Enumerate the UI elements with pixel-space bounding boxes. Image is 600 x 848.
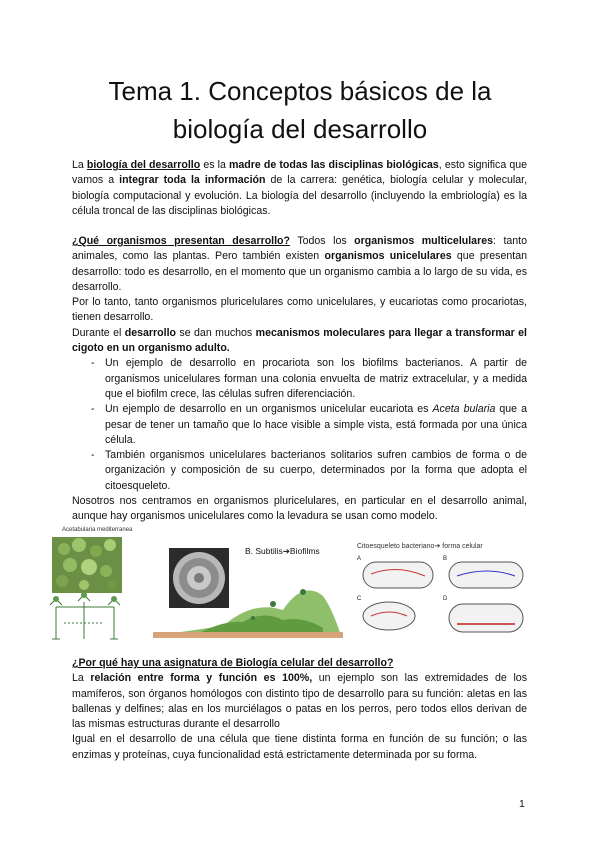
list-item: - Un ejemplo de desarrollo en un organismos unicelular eucariota es Aceta bularia que a pesar de tener un tamaño que lo hace visible a simple vista, está formada por una única célula.: [72, 402, 527, 448]
question-organisms: ¿Qué organismos presentan desarrollo?: [72, 235, 290, 247]
examples-list: [72, 356, 527, 494]
figure-caption: Acetabularia mediterranea: [62, 527, 133, 533]
cytoskeleton-illustration: [357, 554, 537, 644]
page-title: [60, 72, 540, 148]
term-biologia-desarrollo: biología del desarrollo: [86, 159, 201, 171]
title-line-2: biología del desarrollo: [172, 114, 428, 144]
why-paragraph-2: Igual en el desarrollo de una célula que tiene distinta forma en función de su función; o las enzimas y proteínas, cuya funcionalidad está estrictamente determinada por su forma.: [72, 733, 527, 761]
figure-cytoskeleton: [357, 540, 537, 640]
acetabularia-illustration: [44, 527, 134, 647]
closing-paragraph: Nosotros nos centramos en organismos pluricelulares, en particular en el desarrollo animal, aunque hay organismos unicelulares como la levadura se usan como modelo.: [72, 495, 527, 523]
panel-label-d: D: [443, 596, 448, 602]
list-item: - Un ejemplo de desarrollo en procariota son los biofilms bacterianos. A partir de organismos unicelulares forman una colonia envuelta de matriz extracelular, y a medida que el biofilm crece, las células sufren diferenciación.: [72, 356, 527, 402]
intro-paragraph: La biología del desarrollo es la madre de todas las disciplinas biológicas, esto significa que vamos a integrar toda la información de la carrera: genética, biología celular y molecular, biología computacional y evolución. La biología del desarrollo (incluyendo la embriología) es la célula troncal de las disciplinas biológicas.: [72, 159, 528, 217]
panel-label-b: B: [443, 556, 448, 562]
page-number: 1: [519, 798, 525, 810]
why-section: ¿Por qué hay una asignatura de Biología celular del desarrollo? La relación entre forma y función es 100%, un ejemplo son las extremidades de los mamíferos, son órganos homólogos con distinto tipo de desarrollo para su función: aletas en las ballenas y delfines; alas en los murciélagos o patas en los perros, pero todos ellos derivan de las mismas estructuras durante el desarrollo Igual en el desarrollo de una célula que tiene distinta forma en función de su función; o las enzimas y proteínas, cuya funcionalidad está estrictamente determinada por su forma.: [72, 656, 527, 763]
panel-label-a: A: [357, 556, 362, 562]
cytoskeleton-title: Citoesqueleto bacteriano➔ forma celular: [357, 543, 483, 550]
panel-label-c: C: [357, 596, 362, 602]
title-line-1: Tema 1. Conceptos básicos de la: [108, 76, 492, 106]
organisms-section: ¿Qué organismos presentan desarrollo? Todos los organismos multicelulares: tanto animales, como las plantas. Pero también existen organismos unicelulares que presentan desarrollo: todo es desarrollo, en el momento que un organismo cambia a lo largo de su vida, es desarrollo. Por lo tanto, tanto organismos pluricelulares como unicelulares, y eucariotas como procariotas, tienen desarrollo. Durante el desarrollo se dan muchos mecanismos moleculares para llegar a transformar el cigoto en un organismo adulto. - Un ejemplo de desarrollo en procariota son los biofilms bacterianos. A partir de organismos unicelulares forman una colonia envuelta de matriz extracelular, y a medida que el biofilm crece, las células sufren diferenciación. - Un ejemplo de desarrollo en un organismos unicelular eucariota es Aceta bularia que a pesar de tener un tamaño que lo hace visible a simple vista, está formada por una única célula. - También organismos unicelulares bacterianos solitarios sufren cambios de forma o de organización y composición de su cuerpo, determinados por la forma que adopta el citoesqueleto. Nosotros nos centramos en organismos pluricelulares, en particular en el desarrollo animal, aunque hay organismos unicelulares como la levadura se usan como modelo.: [72, 234, 527, 525]
figure-acetabularia: [44, 527, 134, 647]
list-item: - También organismos unicelulares bacterianos solitarios sufren cambios de forma o de organización y composición de su cuerpo, determinados por la forma que adopta el citoesqueleto.: [72, 448, 527, 494]
organisms-paragraph-2: Por lo tanto, tanto organismos pluricelulares como unicelulares, y eucariotas como procariotas, tienen desarrollo.: [72, 296, 527, 324]
question-why: ¿Por qué hay una asignatura de Biología celular del desarrollo?: [72, 657, 394, 669]
figure-biofilms: [153, 540, 343, 640]
biofilm-label: B. Subtilis➔Biofilms: [245, 546, 320, 556]
